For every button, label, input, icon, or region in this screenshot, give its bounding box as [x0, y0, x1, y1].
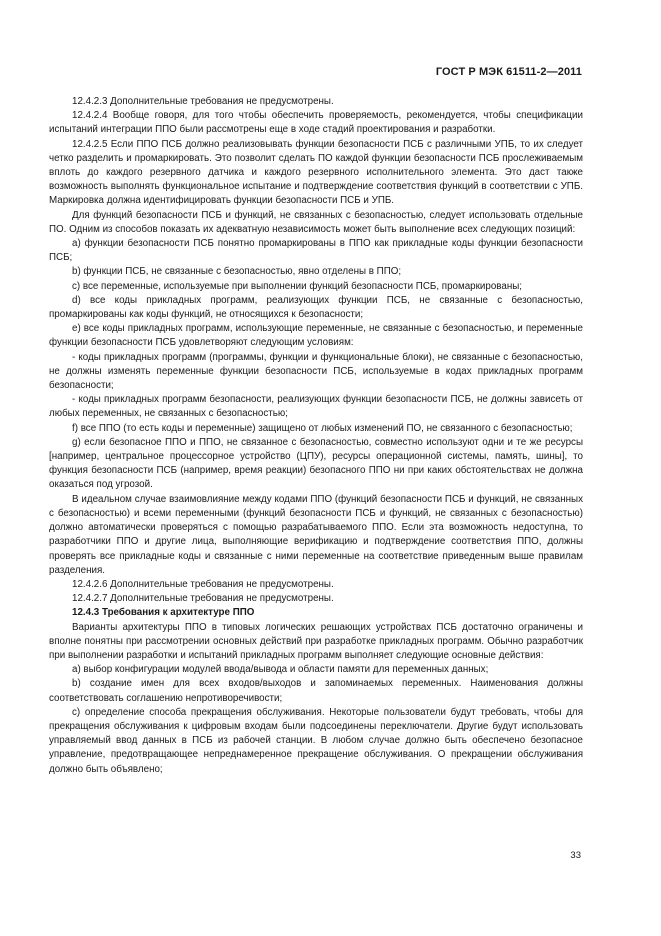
document-header: ГОСТ Р МЭК 61511-2—2011	[435, 66, 582, 78]
list-item-f: f) все ППО (то есть коды и переменные) защищено от любых изменений ПО, не связанного с безопасностью;	[72, 422, 573, 434]
document-body	[49, 95, 583, 777]
paragraph-architecture-variants: Варианты архитектуры ППО в типовых логических решающих устройствах ПСБ достаточно ограничены и вполне понятны при рассмотрении основных действий при разработке прикладных программ. Обычно разработчик при выполнении разработки и испытаний прикладных программ выполняет следующие основные действия:	[49, 621, 583, 661]
page-number: 33	[570, 850, 581, 861]
list-item-d: d) все коды прикладных программ, реализующих функции ПСБ, не связанные с безопасностью, промаркированы как коды функций, не относящихся к безопасности;	[49, 294, 583, 321]
clause-12-4-2-7: 12.4.2.7 Дополнительные требования не предусмотрены.	[72, 593, 334, 605]
section-heading-12-4-3: 12.4.3 Требования к архитектуре ППО	[72, 607, 255, 619]
clause-12-4-2-3: 12.4.2.3 Дополнительные требования не предусмотрены.	[72, 96, 334, 107]
action-item-c: c) определение способа прекращения обслуживания. Некоторые пользователи будут требовать, чтобы для прекращения обслуживания к цифровым входам были подсоединены переключатели. Другие будут использовать управляемый ввод данных в ПСБ из рабочей станции. В любом случае должно быть обеспечено безопасное управление, предотвращающее непреднамеренное прекращение обслуживания. О прекращении обслуживания должно быть объявлено;	[49, 706, 583, 775]
clause-12-4-2-6: 12.4.2.6 Дополнительные требования не предусмотрены.	[72, 578, 334, 590]
action-item-a: a) выбор конфигурации модулей ввода/вывода и области памяти для переменных данных;	[72, 664, 489, 676]
clause-12-4-2-5: 12.4.2.5 Если ППО ПСБ должно реализовывать функции безопасности ПСБ с различными УПБ, то их следует четко разделить и промаркировать. Это позволит сделать ПО каждой функции безопасности ПСБ прослеживаемым вплоть до каждого резервного датчика и каждого резервного исполнительного элемента. Это даст также возможность выполнять функциональное испытание и подтверждение соответствия функций в соответствии с УПБ. Маркировка должна идентифицировать функции безопасности ПСБ и УПБ.	[49, 138, 583, 207]
list-item-g: g) если безопасное ППО и ППО, не связанное с безопасностью, совместно используют одни и те же ресурсы [например, центральное процессорное устройство (ЦПУ), ресурсы операционной системы, память, шины], то функция безопасности ПСБ (например, время реакции) безопасного ППО ни при каких обстоятельствах не должна оказаться под угрозой.	[49, 436, 583, 491]
action-item-b: b) создание имен для всех входов/выходов и запоминаемых переменных. Наименования должны соответствовать соглашению непротиворечивости;	[49, 678, 583, 704]
paragraph-ideal-case: В идеальном случае взаимовлияние между кодами ППО (функций безопасности ПСБ и функций, не связанных с безопасностью) и всеми переменными (функций безопасности ПСБ и функций, не связанных с безопасностью) должно автоматически проверяться с помощью разрабатываемого ППО. Если эта возможность недоступна, то разработчики ППО и другие лица, выполняющие верификацию и подтверждение соответствия ППО, должны проверять все прикладные коды и связанные с ними переменные на соответствие приведенным выше правилам разделения.	[49, 493, 583, 576]
list-item-a: a) функции безопасности ПСБ понятно промаркированы в ППО как прикладные коды функции безопасности ПСБ;	[49, 238, 583, 264]
list-item-b: b) функции ПСБ, не связанные с безопасностью, явно отделены в ППО;	[72, 266, 402, 278]
sub-item-dash-2: - коды прикладных программ безопасности, реализующих функции безопасности ПСБ, не должны зависеть от любых переменных, не связанных с безопасностью;	[49, 394, 583, 420]
sub-item-dash-1: - коды прикладных программ (программы, функции и функциональные блоки), не связанные с безопасностью, не должны изменять переменные функции безопасности ПСБ, используемые в кодах прикладных программ безопасности;	[49, 351, 583, 392]
list-item-c: c) все переменные, используемые при выполнении функций безопасности ПСБ, промаркированы;	[72, 280, 522, 292]
list-item-e: e) все коды прикладных программ, использующие переменные, не связанные с безопасностью, и переменные функции безопасности ПСБ удовлетворяют следующим условиям:	[49, 323, 583, 349]
paragraph-separation-intro: Для функций безопасности ПСБ и функций, не связанных с безопасностью, следует использовать отдельные ПО. Одним из способов показать их адекватную независимость может быть выполнение всех следующих позиций:	[49, 209, 583, 235]
clause-12-4-2-4: 12.4.2.4 Вообще говоря, для того чтобы обеспечить проверяемость, рекомендуется, чтобы спецификации испытаний интеграции ППО были рассмотрены еще в ходе стадий проектирования и разработки.	[49, 110, 583, 136]
